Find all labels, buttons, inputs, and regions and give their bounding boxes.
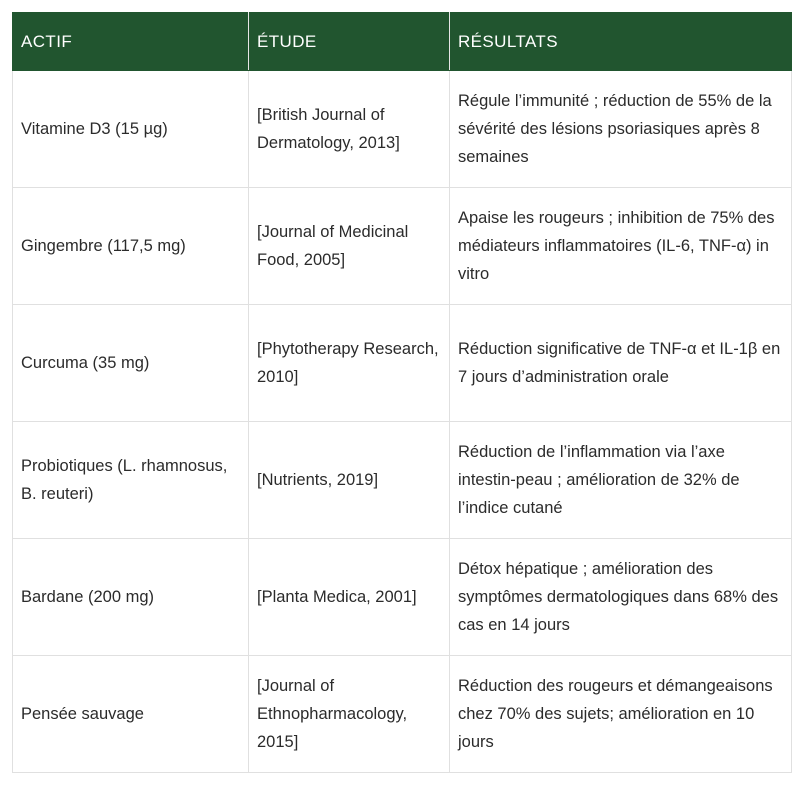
cell-resultats: Régule l’immunité ; réduction de 55% de la sévérité des lésions psoriasiques après 8 semaines [450, 71, 792, 188]
table-header-row [13, 13, 792, 71]
cell-actif: Vitamine D3 (15 µg) [13, 71, 249, 188]
cell-resultats: Réduction significative de TNF-α et IL-1β en 7 jours d’administration orale [450, 305, 792, 422]
table-row [13, 71, 792, 188]
studies-table [12, 12, 792, 773]
cell-actif: Curcuma (35 mg) [13, 305, 249, 422]
studies-table-container [12, 12, 791, 773]
cell-actif: Gingembre (117,5 mg) [13, 188, 249, 305]
cell-etude: [Phytotherapy Research, 2010] [249, 305, 450, 422]
table-row [13, 188, 792, 305]
header-etude: ÉTUDE [249, 13, 450, 71]
cell-resultats: Réduction de l’inflammation via l’axe intestin-peau ; amélioration de 32% de l’indice cutané [450, 422, 792, 539]
table-row [13, 539, 792, 656]
cell-resultats: Apaise les rougeurs ; inhibition de 75% des médiateurs inflammatoires (IL-6, TNF-α) in vitro [450, 188, 792, 305]
cell-actif: Probiotiques (L. rhamnosus, B. reuteri) [13, 422, 249, 539]
cell-etude: [British Journal of Dermatology, 2013] [249, 71, 450, 188]
cell-etude: [Planta Medica, 2001] [249, 539, 450, 656]
table-row [13, 422, 792, 539]
header-actif: ACTIF [13, 13, 249, 71]
cell-etude: [Nutrients, 2019] [249, 422, 450, 539]
cell-resultats: Détox hépatique ; amélioration des symptômes dermatologiques dans 68% des cas en 14 jours [450, 539, 792, 656]
cell-actif: Pensée sauvage [13, 656, 249, 773]
cell-etude: [Journal of Ethnopharmacology, 2015] [249, 656, 450, 773]
table-row [13, 305, 792, 422]
table-row [13, 656, 792, 773]
cell-resultats: Réduction des rougeurs et démangeaisons chez 70% des sujets; amélioration en 10 jours [450, 656, 792, 773]
cell-etude: [Journal of Medicinal Food, 2005] [249, 188, 450, 305]
header-resultats: RÉSULTATS [450, 13, 792, 71]
cell-actif: Bardane (200 mg) [13, 539, 249, 656]
